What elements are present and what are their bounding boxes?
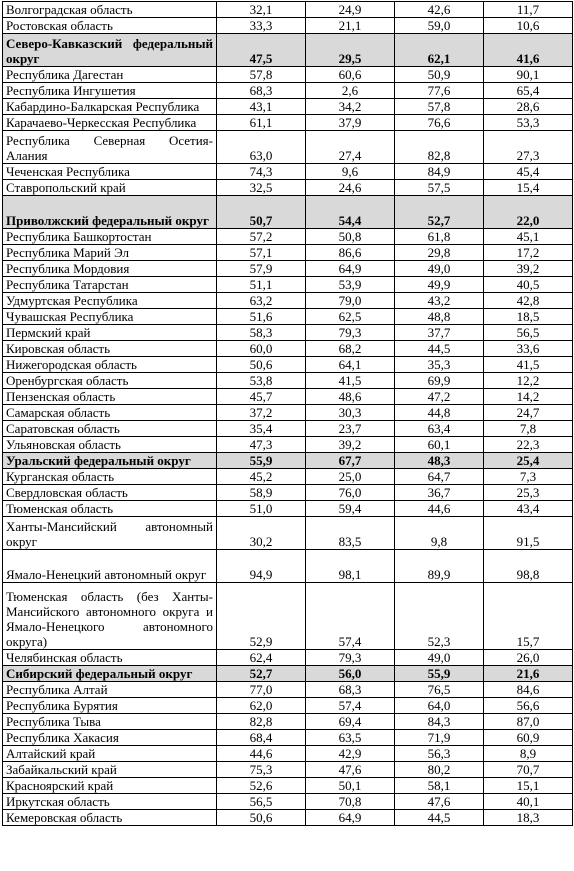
table-row (3, 164, 573, 180)
value-cell-col1: 58,9 (217, 485, 306, 501)
value-cell-col1: 32,5 (217, 180, 306, 196)
value-cell-col2: 62,5 (306, 309, 395, 325)
region-name-cell: Республика Ингушетия (3, 83, 217, 99)
table-row (3, 714, 573, 730)
value-cell-col1: 57,8 (217, 67, 306, 83)
value-cell-col4: 45,1 (484, 229, 573, 245)
value-cell-col2: 23,7 (306, 421, 395, 437)
region-name-cell: Челябинская область (3, 650, 217, 666)
table-row (3, 261, 573, 277)
value-cell-col2: 63,5 (306, 730, 395, 746)
value-cell-col2: 24,9 (306, 2, 395, 18)
value-cell-col2: 24,6 (306, 180, 395, 196)
value-cell-col4: 12,2 (484, 373, 573, 389)
value-cell-col3: 62,1 (395, 34, 484, 67)
value-cell-col3: 44,5 (395, 810, 484, 826)
value-cell-col3: 49,0 (395, 650, 484, 666)
value-cell-col2: 39,2 (306, 437, 395, 453)
value-cell-col1: 56,5 (217, 794, 306, 810)
value-cell-col3: 52,7 (395, 196, 484, 229)
region-name-cell: Алтайский край (3, 746, 217, 762)
region-name-cell: Ямало-Ненецкий автономный округ (3, 550, 217, 583)
table-row (3, 517, 573, 550)
value-cell-col4: 25,3 (484, 485, 573, 501)
region-name-cell: Чеченская Республика (3, 164, 217, 180)
region-name-cell: Курганская область (3, 469, 217, 485)
value-cell-col4: 28,6 (484, 99, 573, 115)
region-name-cell: Республика Северная Осетия-Алания (3, 131, 217, 164)
value-cell-col1: 62,0 (217, 698, 306, 714)
value-cell-col1: 50,6 (217, 810, 306, 826)
value-cell-col3: 84,9 (395, 164, 484, 180)
value-cell-col4: 43,4 (484, 501, 573, 517)
value-cell-col4: 26,0 (484, 650, 573, 666)
value-cell-col1: 44,6 (217, 746, 306, 762)
district-name-cell: Северо-Кавказский федеральный округ (3, 34, 217, 67)
value-cell-col2: 79,3 (306, 325, 395, 341)
region-name-cell: Республика Бурятия (3, 698, 217, 714)
table-row (3, 437, 573, 453)
value-cell-col4: 22,0 (484, 196, 573, 229)
region-name-cell: Республика Татарстан (3, 277, 217, 293)
region-name-cell: Кировская область (3, 341, 217, 357)
table-row (3, 2, 573, 18)
value-cell-col2: 68,2 (306, 341, 395, 357)
region-name-cell: Оренбургская область (3, 373, 217, 389)
table-row (3, 18, 573, 34)
value-cell-col3: 47,6 (395, 794, 484, 810)
value-cell-col2: 37,9 (306, 115, 395, 131)
region-name-cell: Иркутская область (3, 794, 217, 810)
table-row (3, 778, 573, 794)
value-cell-col3: 64,0 (395, 698, 484, 714)
table-row (3, 67, 573, 83)
region-name-cell: Тюменская область (3, 501, 217, 517)
district-name-cell: Уральский федеральный округ (3, 453, 217, 469)
region-name-cell: Кабардино-Балкарская Республика (3, 99, 217, 115)
value-cell-col1: 63,2 (217, 293, 306, 309)
value-cell-col1: 57,1 (217, 245, 306, 261)
table-row (3, 373, 573, 389)
table-row (3, 650, 573, 666)
value-cell-col3: 35,3 (395, 357, 484, 373)
value-cell-col4: 40,5 (484, 277, 573, 293)
value-cell-col1: 45,2 (217, 469, 306, 485)
value-cell-col3: 57,8 (395, 99, 484, 115)
table-row (3, 341, 573, 357)
value-cell-col3: 58,1 (395, 778, 484, 794)
value-cell-col4: 53,3 (484, 115, 573, 131)
value-cell-col1: 74,3 (217, 164, 306, 180)
region-name-cell: Ханты-Мансийский автономный округ (3, 517, 217, 550)
value-cell-col3: 48,8 (395, 309, 484, 325)
table-row (3, 83, 573, 99)
value-cell-col1: 47,3 (217, 437, 306, 453)
value-cell-col1: 45,7 (217, 389, 306, 405)
value-cell-col1: 82,8 (217, 714, 306, 730)
value-cell-col4: 21,6 (484, 666, 573, 682)
value-cell-col1: 57,9 (217, 261, 306, 277)
value-cell-col4: 15,7 (484, 583, 573, 650)
value-cell-col3: 42,6 (395, 2, 484, 18)
table-row (3, 794, 573, 810)
table-row (3, 485, 573, 501)
value-cell-col4: 90,1 (484, 67, 573, 83)
value-cell-col4: 98,8 (484, 550, 573, 583)
value-cell-col3: 47,2 (395, 389, 484, 405)
value-cell-col3: 43,2 (395, 293, 484, 309)
table-row (3, 115, 573, 131)
value-cell-col2: 79,3 (306, 650, 395, 666)
value-cell-col3: 76,5 (395, 682, 484, 698)
value-cell-col3: 57,5 (395, 180, 484, 196)
value-cell-col4: 45,4 (484, 164, 573, 180)
region-name-cell: Кемеровская область (3, 810, 217, 826)
table-row (3, 698, 573, 714)
value-cell-col1: 53,8 (217, 373, 306, 389)
value-cell-col1: 62,4 (217, 650, 306, 666)
table-row (3, 357, 573, 373)
value-cell-col2: 76,0 (306, 485, 395, 501)
value-cell-col4: 39,2 (484, 261, 573, 277)
district-row (3, 196, 573, 229)
value-cell-col2: 50,8 (306, 229, 395, 245)
region-name-cell: Нижегородская область (3, 357, 217, 373)
value-cell-col4: 7,3 (484, 469, 573, 485)
value-cell-col1: 57,2 (217, 229, 306, 245)
value-cell-col3: 44,5 (395, 341, 484, 357)
value-cell-col2: 50,1 (306, 778, 395, 794)
value-cell-col3: 9,8 (395, 517, 484, 550)
table-row (3, 277, 573, 293)
value-cell-col4: 22,3 (484, 437, 573, 453)
table-row (3, 99, 573, 115)
region-name-cell: Волгоградская область (3, 2, 217, 18)
value-cell-col2: 70,8 (306, 794, 395, 810)
value-cell-col3: 52,3 (395, 583, 484, 650)
value-cell-col4: 18,5 (484, 309, 573, 325)
value-cell-col2: 42,9 (306, 746, 395, 762)
value-cell-col2: 60,6 (306, 67, 395, 83)
value-cell-col2: 29,5 (306, 34, 395, 67)
value-cell-col4: 56,6 (484, 698, 573, 714)
value-cell-col3: 77,6 (395, 83, 484, 99)
value-cell-col1: 52,9 (217, 583, 306, 650)
value-cell-col3: 76,6 (395, 115, 484, 131)
value-cell-col3: 29,8 (395, 245, 484, 261)
region-name-cell: Ставропольский край (3, 180, 217, 196)
value-cell-col2: 41,5 (306, 373, 395, 389)
table-row (3, 309, 573, 325)
value-cell-col1: 37,2 (217, 405, 306, 421)
value-cell-col1: 51,0 (217, 501, 306, 517)
value-cell-col3: 36,7 (395, 485, 484, 501)
value-cell-col1: 60,0 (217, 341, 306, 357)
region-name-cell: Карачаево-Черкесская Республика (3, 115, 217, 131)
value-cell-col2: 98,1 (306, 550, 395, 583)
region-name-cell: Республика Башкортостан (3, 229, 217, 245)
region-name-cell: Республика Алтай (3, 682, 217, 698)
value-cell-col2: 9,6 (306, 164, 395, 180)
value-cell-col3: 50,9 (395, 67, 484, 83)
table-body (3, 2, 573, 826)
value-cell-col2: 30,3 (306, 405, 395, 421)
table-row (3, 421, 573, 437)
value-cell-col1: 35,4 (217, 421, 306, 437)
value-cell-col2: 54,4 (306, 196, 395, 229)
value-cell-col4: 40,1 (484, 794, 573, 810)
value-cell-col4: 60,9 (484, 730, 573, 746)
value-cell-col2: 59,4 (306, 501, 395, 517)
region-name-cell: Самарская область (3, 405, 217, 421)
value-cell-col3: 63,4 (395, 421, 484, 437)
district-name-cell: Приволжский федеральный округ (3, 196, 217, 229)
value-cell-col3: 49,9 (395, 277, 484, 293)
value-cell-col1: 52,6 (217, 778, 306, 794)
table-row (3, 389, 573, 405)
value-cell-col2: 34,2 (306, 99, 395, 115)
table-row (3, 405, 573, 421)
value-cell-col4: 7,8 (484, 421, 573, 437)
value-cell-col4: 33,6 (484, 341, 573, 357)
value-cell-col2: 64,9 (306, 810, 395, 826)
value-cell-col2: 57,4 (306, 583, 395, 650)
region-name-cell: Удмуртская Республика (3, 293, 217, 309)
value-cell-col4: 91,5 (484, 517, 573, 550)
value-cell-col2: 79,0 (306, 293, 395, 309)
value-cell-col4: 84,6 (484, 682, 573, 698)
table-row (3, 501, 573, 517)
value-cell-col1: 32,1 (217, 2, 306, 18)
value-cell-col2: 57,4 (306, 698, 395, 714)
value-cell-col3: 59,0 (395, 18, 484, 34)
value-cell-col4: 15,1 (484, 778, 573, 794)
value-cell-col4: 24,7 (484, 405, 573, 421)
region-name-cell: Ростовская область (3, 18, 217, 34)
value-cell-col4: 41,5 (484, 357, 573, 373)
table-row (3, 293, 573, 309)
table-row (3, 730, 573, 746)
table-row (3, 583, 573, 650)
region-name-cell: Чувашская Республика (3, 309, 217, 325)
table-row (3, 229, 573, 245)
table-row (3, 131, 573, 164)
table-row (3, 762, 573, 778)
value-cell-col2: 83,5 (306, 517, 395, 550)
value-cell-col2: 67,7 (306, 453, 395, 469)
value-cell-col1: 58,3 (217, 325, 306, 341)
value-cell-col2: 48,6 (306, 389, 395, 405)
value-cell-col3: 55,9 (395, 666, 484, 682)
value-cell-col1: 50,6 (217, 357, 306, 373)
table-row (3, 746, 573, 762)
value-cell-col3: 80,2 (395, 762, 484, 778)
table-row (3, 245, 573, 261)
value-cell-col4: 65,4 (484, 83, 573, 99)
value-cell-col2: 27,4 (306, 131, 395, 164)
value-cell-col2: 68,3 (306, 682, 395, 698)
value-cell-col4: 41,6 (484, 34, 573, 67)
value-cell-col3: 89,9 (395, 550, 484, 583)
value-cell-col2: 47,6 (306, 762, 395, 778)
value-cell-col4: 87,0 (484, 714, 573, 730)
table-row (3, 810, 573, 826)
value-cell-col2: 69,4 (306, 714, 395, 730)
value-cell-col2: 53,9 (306, 277, 395, 293)
value-cell-col2: 2,6 (306, 83, 395, 99)
value-cell-col1: 55,9 (217, 453, 306, 469)
region-name-cell: Тюменская область (без Ханты-Мансийского автономного округа и Ямало-Ненецкого автономного округа) (3, 583, 217, 650)
table-row (3, 469, 573, 485)
value-cell-col4: 10,6 (484, 18, 573, 34)
value-cell-col4: 17,2 (484, 245, 573, 261)
value-cell-col4: 18,3 (484, 810, 573, 826)
regional-statistics-table (2, 1, 573, 826)
region-name-cell: Республика Мордовия (3, 261, 217, 277)
value-cell-col1: 43,1 (217, 99, 306, 115)
value-cell-col4: 56,5 (484, 325, 573, 341)
value-cell-col1: 61,1 (217, 115, 306, 131)
value-cell-col1: 63,0 (217, 131, 306, 164)
value-cell-col2: 56,0 (306, 666, 395, 682)
value-cell-col4: 27,3 (484, 131, 573, 164)
value-cell-col1: 94,9 (217, 550, 306, 583)
value-cell-col1: 68,3 (217, 83, 306, 99)
region-name-cell: Ульяновская область (3, 437, 217, 453)
value-cell-col1: 75,3 (217, 762, 306, 778)
value-cell-col2: 86,6 (306, 245, 395, 261)
value-cell-col4: 8,9 (484, 746, 573, 762)
value-cell-col3: 60,1 (395, 437, 484, 453)
value-cell-col1: 51,6 (217, 309, 306, 325)
table-row (3, 682, 573, 698)
value-cell-col1: 77,0 (217, 682, 306, 698)
value-cell-col1: 50,7 (217, 196, 306, 229)
value-cell-col3: 84,3 (395, 714, 484, 730)
region-name-cell: Пермский край (3, 325, 217, 341)
value-cell-col1: 52,7 (217, 666, 306, 682)
value-cell-col3: 44,6 (395, 501, 484, 517)
region-name-cell: Республика Хакасия (3, 730, 217, 746)
district-name-cell: Сибирский федеральный округ (3, 666, 217, 682)
value-cell-col3: 69,9 (395, 373, 484, 389)
value-cell-col4: 15,4 (484, 180, 573, 196)
value-cell-col4: 11,7 (484, 2, 573, 18)
value-cell-col3: 44,8 (395, 405, 484, 421)
table-row (3, 180, 573, 196)
district-row (3, 666, 573, 682)
district-row (3, 34, 573, 67)
value-cell-col2: 25,0 (306, 469, 395, 485)
value-cell-col3: 71,9 (395, 730, 484, 746)
region-name-cell: Республика Тыва (3, 714, 217, 730)
value-cell-col4: 42,8 (484, 293, 573, 309)
value-cell-col3: 82,8 (395, 131, 484, 164)
region-name-cell: Забайкальский край (3, 762, 217, 778)
value-cell-col1: 47,5 (217, 34, 306, 67)
region-name-cell: Свердловская область (3, 485, 217, 501)
value-cell-col3: 37,7 (395, 325, 484, 341)
value-cell-col2: 64,9 (306, 261, 395, 277)
value-cell-col1: 30,2 (217, 517, 306, 550)
value-cell-col4: 25,4 (484, 453, 573, 469)
value-cell-col4: 70,7 (484, 762, 573, 778)
value-cell-col3: 49,0 (395, 261, 484, 277)
table-row (3, 325, 573, 341)
region-name-cell: Республика Марий Эл (3, 245, 217, 261)
region-name-cell: Саратовская область (3, 421, 217, 437)
region-name-cell: Республика Дагестан (3, 67, 217, 83)
region-name-cell: Красноярский край (3, 778, 217, 794)
table-row (3, 550, 573, 583)
value-cell-col1: 33,3 (217, 18, 306, 34)
value-cell-col3: 48,3 (395, 453, 484, 469)
value-cell-col3: 61,8 (395, 229, 484, 245)
value-cell-col1: 51,1 (217, 277, 306, 293)
value-cell-col1: 68,4 (217, 730, 306, 746)
region-name-cell: Пензенская область (3, 389, 217, 405)
district-row (3, 453, 573, 469)
value-cell-col3: 56,3 (395, 746, 484, 762)
value-cell-col4: 14,2 (484, 389, 573, 405)
value-cell-col2: 21,1 (306, 18, 395, 34)
value-cell-col3: 64,7 (395, 469, 484, 485)
value-cell-col2: 64,1 (306, 357, 395, 373)
